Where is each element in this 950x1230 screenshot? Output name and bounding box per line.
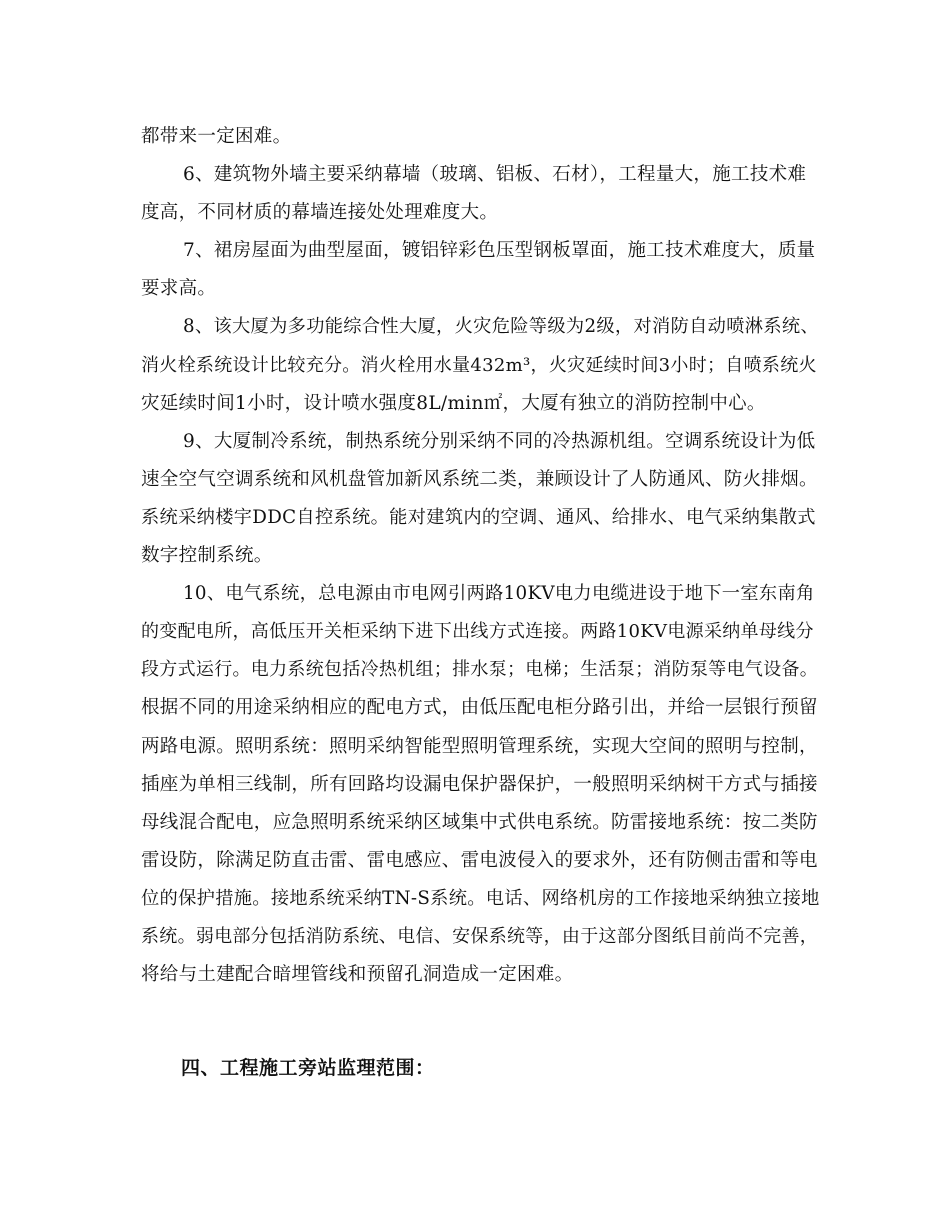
- text-line: 段方式运行。电力系统包括冷热机组；排水泵；电梯；生活泵；消防泵等电气设备。: [141, 659, 819, 681]
- text-line: 要求高。: [141, 278, 217, 300]
- paragraph-9-start: 9、大厦制冷系统，制热系统分别采纳不同的冷热源机组。空调系统设计为低: [183, 430, 816, 452]
- text-line: 的变配电所，高低压开关柜采纳下进下出线方式连接。两路10KV电源采纳单母线分: [141, 621, 814, 643]
- text-line: 系统采纳楼宇DDC自控系统。能对建筑内的空调、通风、给排水、电气采纳集散式: [141, 506, 816, 528]
- text-line: 都带来一定困难。: [141, 126, 292, 147]
- text-line: 度高，不同材质的幕墙连接处处理难度大。: [141, 202, 499, 224]
- text-line: 速全空气空调系统和风机盘管加新风系统二类，兼顾设计了人防通风、防火排烟。: [141, 468, 818, 490]
- text-line: 两路电源。照明系统：照明采纳智能型照明管理系统，实现大空间的照明与控制，: [141, 735, 818, 757]
- text-line: 母线混合配电，应急照明系统采纳区域集中式供电系统。防雷接地系统：按二类防: [141, 811, 818, 833]
- text-line: 将给与土建配合暗埋管线和预留孔洞造成一定困难。: [141, 964, 574, 986]
- document-body: [141, 118, 821, 994]
- text-line: 插座为单相三线制，所有回路均设漏电保护器保护，一般照明采纳树干方式与插接: [141, 773, 818, 795]
- text-line: 数字控制系统。: [141, 545, 273, 567]
- text-line: 根据不同的用途采纳相应的配电方式，由低压配电柜分路引出，并给一层银行预留: [141, 697, 818, 719]
- text-line: 消火栓系统设计比较充分。消火栓用水量432m³，火灾延续时间3小时；自喷系统火: [141, 354, 817, 376]
- paragraph-7-start: 7、裙房屋面为曲型屋面，镀铝锌彩色压型钢板罩面，施工技术难度大，质量: [183, 240, 816, 262]
- paragraph-8-start: 8、该大厦为多功能综合性大厦，火灾危险等级为2级，对消防自动喷淋系统、: [183, 316, 819, 338]
- text-line: 灾延续时间1小时，设计喷水强度8L/min㎡，大厦有独立的消防控制中心。: [141, 392, 766, 414]
- text-line: 位的保护措施。接地系统采纳TN-S系统。电话、网络机房的工作接地采纳独立接地: [141, 887, 820, 909]
- paragraph-6-start: 6、建筑物外墙主要采纳幕墙（玻璃、铝板、石材），工程量大，施工技术难: [183, 164, 807, 186]
- text-line: 雷设防，除满足防直击雷、雷电感应、雷电波侵入的要求外，还有防侧击雷和等电: [141, 849, 818, 871]
- text-line: 系统。弱电部分包括消防系统、电信、安保系统等，由于这部分图纸目前尚不完善，: [141, 925, 819, 947]
- paragraph-10-start: 10、电气系统，总电源由市电网引两路10KV电力电缆进设于地下一室东南角: [183, 583, 815, 605]
- section-heading: 四、工程施工旁站监理范围：: [181, 1057, 435, 1079]
